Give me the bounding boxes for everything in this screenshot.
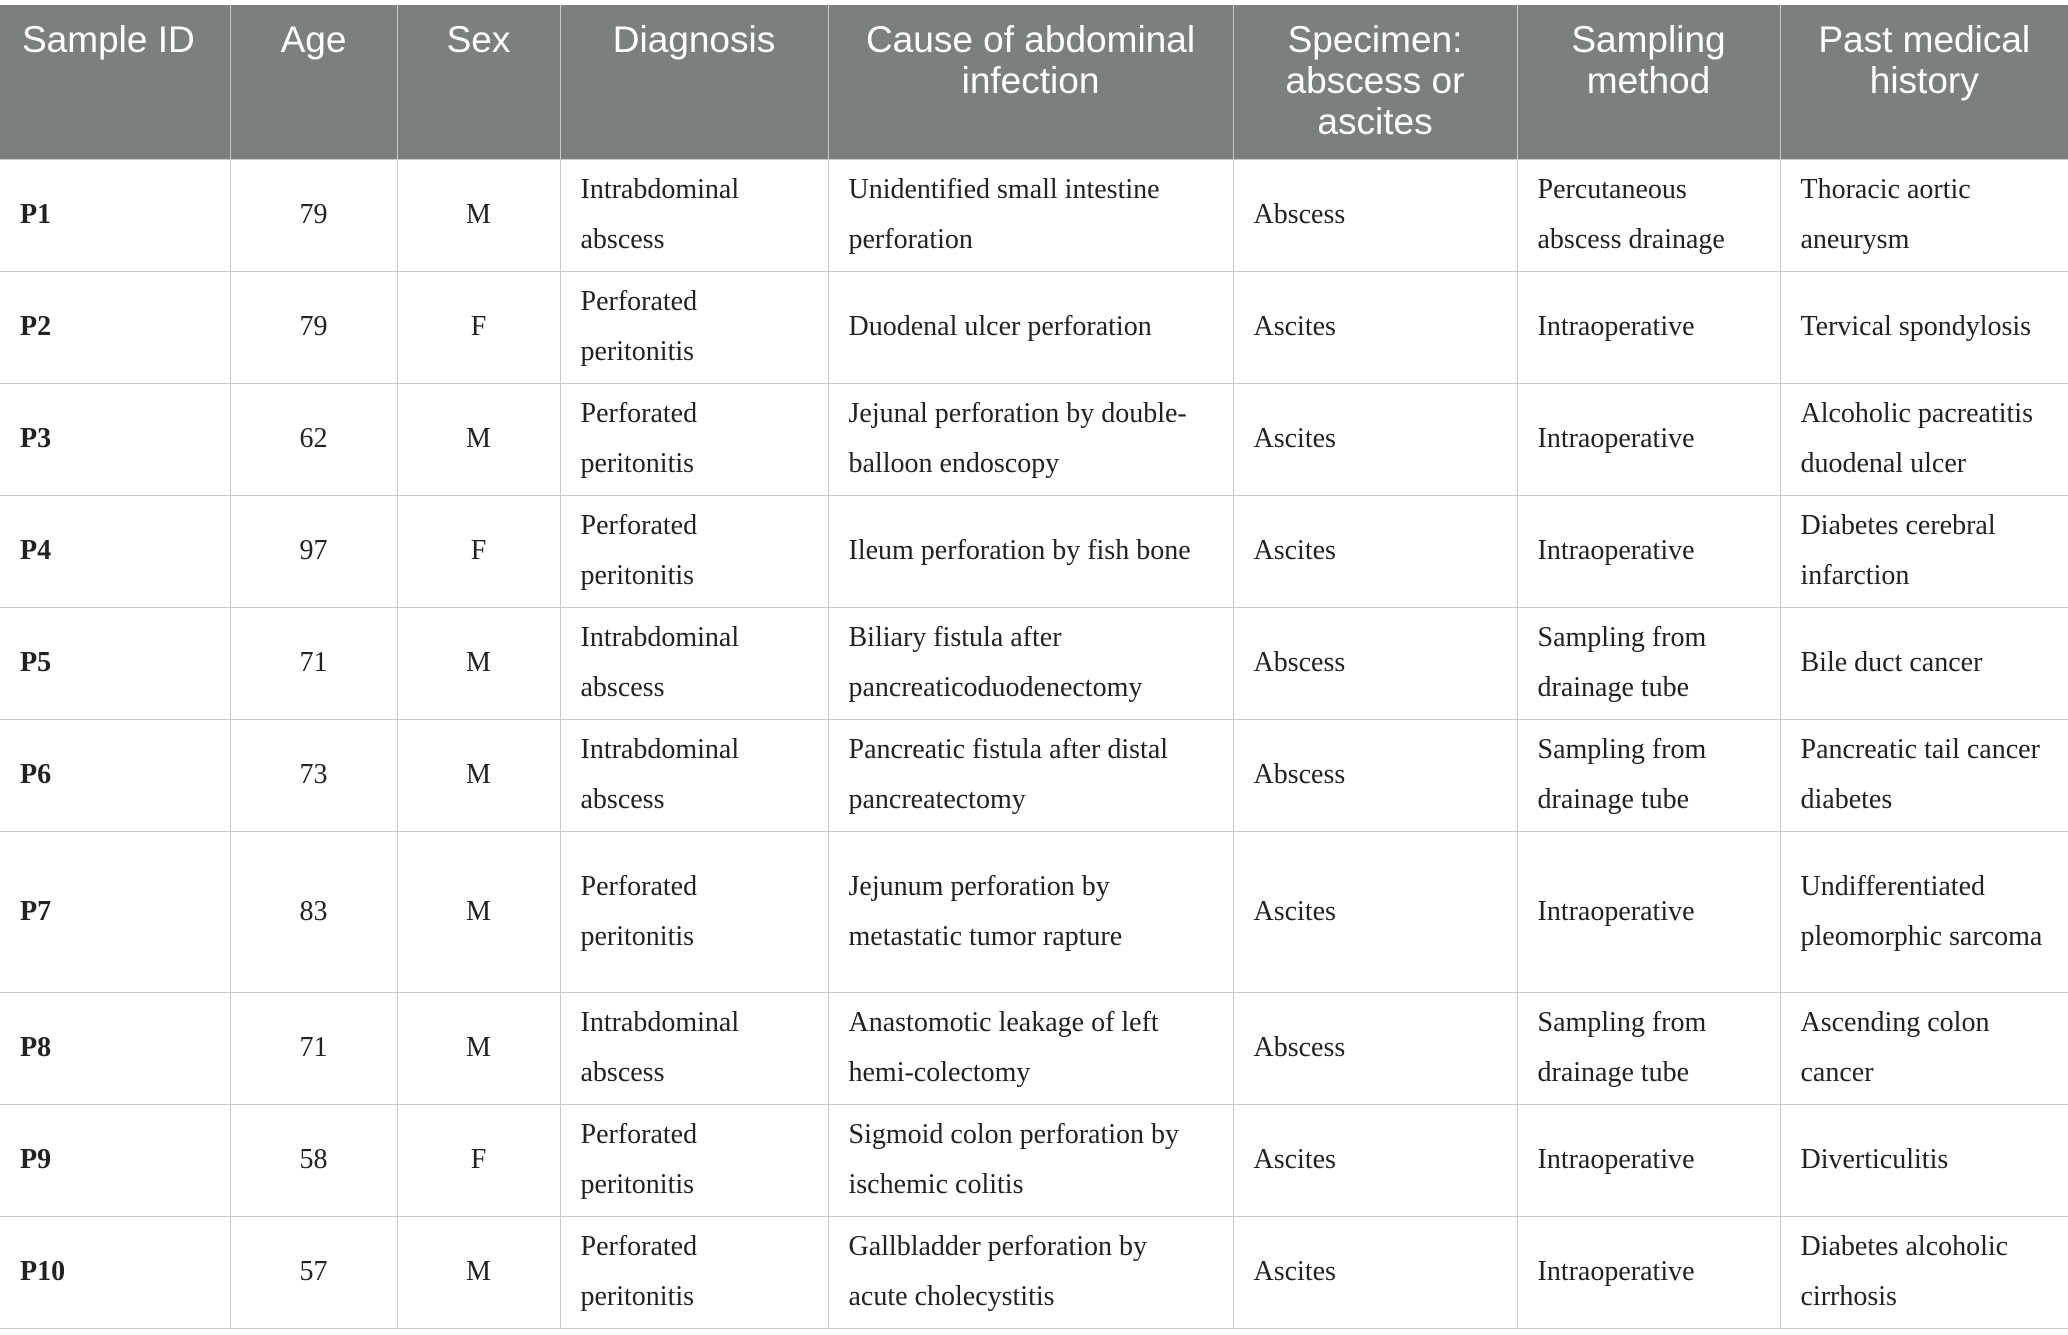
history-cell: Ascending colon cancer bbox=[1780, 992, 2068, 1104]
header-diagnosis: Diagnosis bbox=[560, 5, 828, 159]
cause-cell: Anastomotic leakage of left hemi-colectomy bbox=[828, 992, 1233, 1104]
history-cell: Alcoholic pacreatitis duodenal ulcer bbox=[1780, 383, 2068, 495]
age-cell: 58 bbox=[230, 1104, 397, 1216]
sex-cell: F bbox=[397, 271, 560, 383]
cause-cell: Sigmoid colon perforation by ischemic colitis bbox=[828, 1104, 1233, 1216]
age-cell: 79 bbox=[230, 159, 397, 271]
sampling-method-cell: Sampling from drainage tube bbox=[1517, 992, 1780, 1104]
sex-cell: M bbox=[397, 719, 560, 831]
sampling-method-cell: Percutaneous abscess drainage bbox=[1517, 159, 1780, 271]
age-cell: 57 bbox=[230, 1216, 397, 1328]
sex-cell: F bbox=[397, 1104, 560, 1216]
diagnosis-cell: Perforated peritonitis bbox=[560, 495, 828, 607]
specimen-cell: Ascites bbox=[1233, 271, 1517, 383]
age-cell: 97 bbox=[230, 495, 397, 607]
sampling-method-cell: Intraoperative bbox=[1517, 495, 1780, 607]
history-cell: Diabetes alcoholic cirrhosis bbox=[1780, 1216, 2068, 1328]
diagnosis-cell: Perforated peritonitis bbox=[560, 831, 828, 992]
sex-cell: F bbox=[397, 495, 560, 607]
sampling-method-cell: Intraoperative bbox=[1517, 1104, 1780, 1216]
table-row bbox=[0, 1216, 2068, 1328]
sample-id-cell: P7 bbox=[0, 831, 230, 992]
history-cell: Undifferentiated pleomorphic sarcoma bbox=[1780, 831, 2068, 992]
sample-id-cell: P6 bbox=[0, 719, 230, 831]
age-cell: 79 bbox=[230, 271, 397, 383]
cause-cell: Biliary fistula after pancreaticoduodenectomy bbox=[828, 607, 1233, 719]
sample-id-cell: P8 bbox=[0, 992, 230, 1104]
specimen-cell: Ascites bbox=[1233, 831, 1517, 992]
sampling-method-cell: Sampling from drainage tube bbox=[1517, 607, 1780, 719]
cause-cell: Gallbladder perforation by acute cholecystitis bbox=[828, 1216, 1233, 1328]
table-body bbox=[0, 159, 2068, 1328]
sampling-method-cell: Sampling from drainage tube bbox=[1517, 719, 1780, 831]
specimen-cell: Ascites bbox=[1233, 1104, 1517, 1216]
sex-cell: M bbox=[397, 607, 560, 719]
specimen-cell: Abscess bbox=[1233, 159, 1517, 271]
cause-cell: Jejunum perforation by metastatic tumor rapture bbox=[828, 831, 1233, 992]
header-age: Age bbox=[230, 5, 397, 159]
cause-cell: Duodenal ulcer perforation bbox=[828, 271, 1233, 383]
sample-id-cell: P10 bbox=[0, 1216, 230, 1328]
sex-cell: M bbox=[397, 992, 560, 1104]
table-row bbox=[0, 1104, 2068, 1216]
table-row bbox=[0, 271, 2068, 383]
age-cell: 71 bbox=[230, 992, 397, 1104]
diagnosis-cell: Perforated peritonitis bbox=[560, 1216, 828, 1328]
sample-id-cell: P1 bbox=[0, 159, 230, 271]
history-cell: Pancreatic tail cancer diabetes bbox=[1780, 719, 2068, 831]
table-row bbox=[0, 992, 2068, 1104]
header-history: Past medical history bbox=[1780, 5, 2068, 159]
age-cell: 73 bbox=[230, 719, 397, 831]
diagnosis-cell: Intrabdominal abscess bbox=[560, 992, 828, 1104]
diagnosis-cell: Intrabdominal abscess bbox=[560, 607, 828, 719]
header-specimen: Specimen: abscess or ascites bbox=[1233, 5, 1517, 159]
header-cause: Cause of abdominal infection bbox=[828, 5, 1233, 159]
cause-cell: Jejunal perforation by double-balloon endoscopy bbox=[828, 383, 1233, 495]
cause-cell: Pancreatic fistula after distal pancreatectomy bbox=[828, 719, 1233, 831]
history-cell: Tervical spondylosis bbox=[1780, 271, 2068, 383]
sampling-method-cell: Intraoperative bbox=[1517, 383, 1780, 495]
specimen-cell: Abscess bbox=[1233, 719, 1517, 831]
sampling-method-cell: Intraoperative bbox=[1517, 1216, 1780, 1328]
header-sample-id: Sample ID bbox=[0, 5, 230, 159]
cause-cell: Unidentified small intestine perforation bbox=[828, 159, 1233, 271]
diagnosis-cell: Perforated peritonitis bbox=[560, 383, 828, 495]
specimen-cell: Ascites bbox=[1233, 495, 1517, 607]
diagnosis-cell: Perforated peritonitis bbox=[560, 1104, 828, 1216]
header-row bbox=[0, 5, 2068, 159]
sample-id-cell: P9 bbox=[0, 1104, 230, 1216]
patient-table bbox=[0, 5, 2068, 1329]
history-cell: Diabetes cerebral infarction bbox=[1780, 495, 2068, 607]
history-cell: Diverticulitis bbox=[1780, 1104, 2068, 1216]
sex-cell: M bbox=[397, 383, 560, 495]
table-row bbox=[0, 719, 2068, 831]
sampling-method-cell: Intraoperative bbox=[1517, 831, 1780, 992]
sex-cell: M bbox=[397, 159, 560, 271]
table-header bbox=[0, 5, 2068, 159]
age-cell: 71 bbox=[230, 607, 397, 719]
sampling-method-cell: Intraoperative bbox=[1517, 271, 1780, 383]
table-row bbox=[0, 159, 2068, 271]
history-cell: Thoracic aortic aneurysm bbox=[1780, 159, 2068, 271]
specimen-cell: Ascites bbox=[1233, 1216, 1517, 1328]
table-row bbox=[0, 495, 2068, 607]
table-row bbox=[0, 383, 2068, 495]
age-cell: 83 bbox=[230, 831, 397, 992]
sex-cell: M bbox=[397, 831, 560, 992]
sample-id-cell: P4 bbox=[0, 495, 230, 607]
table-row bbox=[0, 831, 2068, 992]
specimen-cell: Abscess bbox=[1233, 992, 1517, 1104]
history-cell: Bile duct cancer bbox=[1780, 607, 2068, 719]
header-sampling-method: Sampling method bbox=[1517, 5, 1780, 159]
table-row bbox=[0, 607, 2068, 719]
age-cell: 62 bbox=[230, 383, 397, 495]
sex-cell: M bbox=[397, 1216, 560, 1328]
header-sex: Sex bbox=[397, 5, 560, 159]
sample-id-cell: P2 bbox=[0, 271, 230, 383]
sample-id-cell: P5 bbox=[0, 607, 230, 719]
diagnosis-cell: Intrabdominal abscess bbox=[560, 159, 828, 271]
sample-id-cell: P3 bbox=[0, 383, 230, 495]
diagnosis-cell: Perforated peritonitis bbox=[560, 271, 828, 383]
specimen-cell: Abscess bbox=[1233, 607, 1517, 719]
cause-cell: Ileum perforation by fish bone bbox=[828, 495, 1233, 607]
specimen-cell: Ascites bbox=[1233, 383, 1517, 495]
diagnosis-cell: Intrabdominal abscess bbox=[560, 719, 828, 831]
